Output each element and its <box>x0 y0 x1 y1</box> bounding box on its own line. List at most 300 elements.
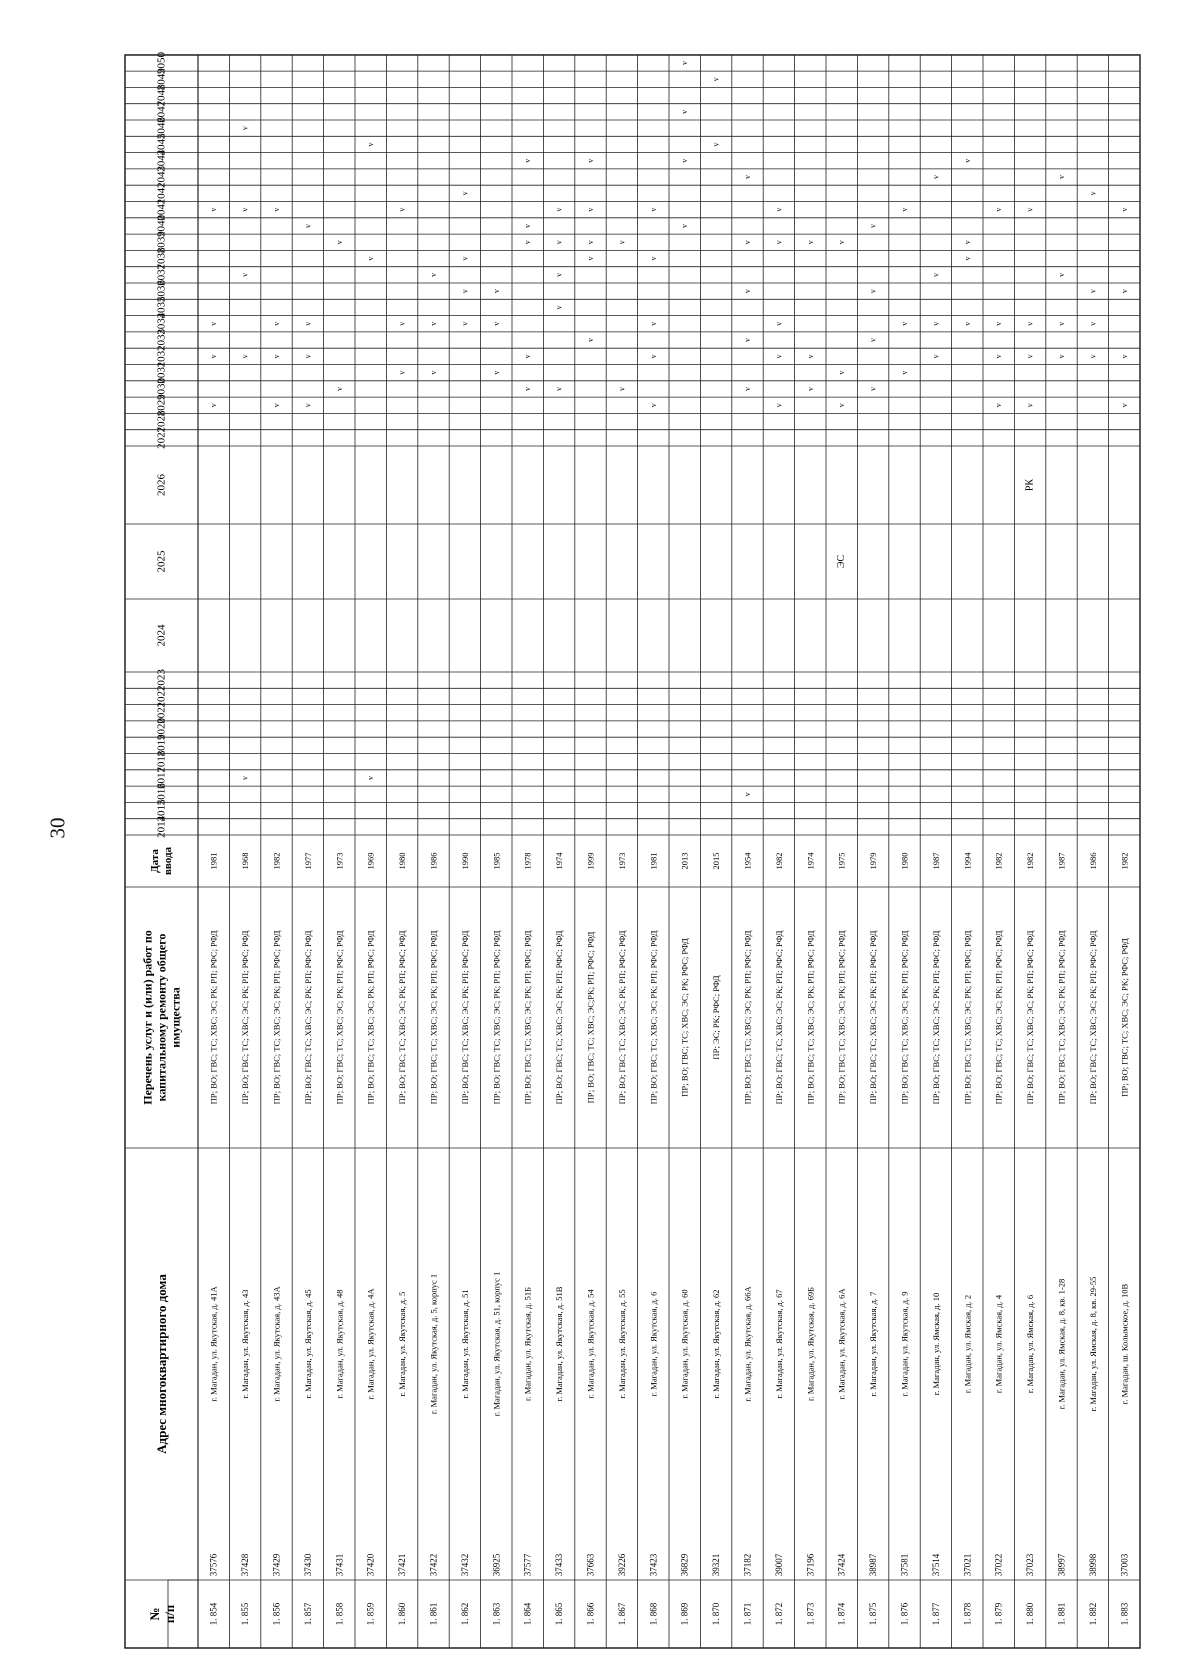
header-year-2031: 2031 <box>155 361 168 384</box>
cell-mark-2045: v <box>366 142 376 147</box>
cell-mark-2044: v <box>586 158 595 163</box>
row-id: 37182 <box>742 1553 753 1577</box>
row-address: г. Магадан, ул. Якутская, д. 7 <box>868 1291 879 1397</box>
row-id: 36925 <box>491 1553 502 1577</box>
row-date: 1982 <box>1119 852 1130 870</box>
row-services: ПР; ВО; ГВС; ТС; ХВС; ЭС; РК; РП; РФС; РФД <box>271 930 282 1105</box>
row-address: г. Магадан, ул. Ямская, д. 10 <box>930 1292 941 1396</box>
row-id: 37433 <box>554 1553 565 1577</box>
cell-mark-2050: v <box>680 60 690 65</box>
cell-mark-2032: v <box>774 354 784 359</box>
header-year-2019: 2019 <box>155 734 168 757</box>
row-date: 1981 <box>648 852 659 870</box>
row-address: г. Магадан, ул. Ямская, д. 6 <box>1025 1294 1036 1394</box>
cell-mark-2037: v <box>1057 272 1066 277</box>
cell-mark-2038: v <box>366 256 376 261</box>
cell-mark-2034: v <box>429 321 438 326</box>
row-num: 1. 857 <box>302 1602 313 1626</box>
header-year-2043: 2043 <box>155 166 168 189</box>
row-id: 37424 <box>836 1553 847 1577</box>
cell-mark-2043: v <box>743 175 752 180</box>
row-address: г. Магадан, ул. Якутская, д. 43А <box>271 1286 282 1402</box>
row-date: 1987 <box>930 852 941 870</box>
row-num: 1. 860 <box>397 1602 408 1626</box>
row-address: г. Магадан, ул. Ямская, д. 2 <box>962 1294 973 1394</box>
header-year-2049: 2049 <box>155 68 168 91</box>
header-year-2028: 2028 <box>155 410 168 433</box>
header-year-2047: 2047 <box>155 100 168 123</box>
row-num: 1. 862 <box>459 1602 470 1626</box>
header-year-2041: 2041 <box>155 198 168 221</box>
cell-mark-2039: v <box>774 240 784 245</box>
row-id: 37422 <box>428 1553 439 1577</box>
cell-mark-2034: v <box>460 321 470 326</box>
row-num: 1. 861 <box>428 1602 439 1626</box>
row-num: 1. 869 <box>679 1602 690 1626</box>
cell-mark-2017: v <box>240 775 250 780</box>
cell-mark-2041: v <box>994 207 1004 212</box>
cell-mark-2029: v <box>1025 403 1035 408</box>
row-services: ПР; ВО; ГВС; ТС; ХВС; ЭС; РК; РП; РФС; РФД <box>1025 930 1036 1105</box>
cell-mark-2030: v <box>554 386 564 391</box>
cell-mark-2032: v <box>209 354 219 359</box>
row-date: 1978 <box>522 852 533 870</box>
cell-mark-2032: v <box>931 354 941 359</box>
header-year-2017: 2017 <box>155 766 168 789</box>
cell-mark-2033: v <box>586 338 595 343</box>
row-num: 1. 871 <box>742 1602 753 1626</box>
row-date: 1994 <box>962 852 973 870</box>
cell-mark-2036: v <box>868 289 878 294</box>
row-services: ПР; ВО; ГВС; ТС; ХВС; ЭС; РК; РП; РФС; РФД <box>836 930 847 1105</box>
cell-mark-2030: v <box>805 386 815 391</box>
cell-mark-2034: v <box>1025 321 1035 326</box>
header-year-2040: 2040 <box>155 214 168 237</box>
row-services: ПР; ВО; ГВС; ТС; ХВС; ЭС; РК; РП; РФС; РФД <box>428 930 439 1105</box>
row-services: ПР; ВО; ГВС; ТС; ХВС; ЭС; РК; РП; РФС; РФД <box>334 930 345 1105</box>
cell-mark-2029: v <box>648 403 658 408</box>
row-services: ПР; ВО; ГВС; ТС; ХВС; ЭС; РК; РП; РФС; РФД <box>805 930 816 1105</box>
header-services: Перечень услуг и (или) работ покапитальному ремонту общегоимущества <box>140 930 183 1105</box>
cell-mark-2034: v <box>1088 321 1098 326</box>
cell-mark-2034: v <box>648 321 658 326</box>
cell-mark-2030: v <box>868 386 878 391</box>
row-id: 37576 <box>208 1553 219 1577</box>
row-services: ПР; ВО; ГВС; ТС; ХВС; ЭС; РК; РП; РФС; РФД <box>365 930 376 1105</box>
cell-mark-2039: v <box>334 240 344 245</box>
row-address: г. Магадан, ул. Якутская, д. 55 <box>616 1289 627 1399</box>
row-num: 1. 859 <box>365 1602 376 1626</box>
row-date: 1968 <box>240 852 251 870</box>
header-year-2037: 2037 <box>155 263 168 286</box>
row-services: ПР; ВО; ГВС; ТС; ХВС; ЭС; РК; РП; РФС; РФД <box>397 930 408 1105</box>
row-num: 1. 872 <box>773 1602 784 1626</box>
cell-mark-2036: v <box>460 289 470 294</box>
row-id: 37514 <box>930 1553 941 1577</box>
header-year-2046: 2046 <box>155 117 168 140</box>
cell-mark-2044: v <box>962 158 972 163</box>
row-id: 39007 <box>773 1553 784 1577</box>
header-year-2022: 2022 <box>155 685 168 708</box>
cell-mark-2037: v <box>240 272 250 277</box>
cell-mark-2041: v <box>1119 207 1129 212</box>
row-date: 1999 <box>585 852 596 870</box>
header-address: Адрес многоквартирного дома <box>154 1274 169 1454</box>
cell-mark-2045: v <box>711 142 721 147</box>
row-num: 1. 877 <box>930 1602 941 1626</box>
cell-mark-2040: v <box>303 223 313 228</box>
cell-mark-2043: v <box>1057 175 1066 180</box>
cell-mark-2029: v <box>774 403 784 408</box>
cell-mark-2035: v <box>554 305 564 310</box>
row-services: ПР; ВО; ГВС; ТС; ХВС; ЭС; РК; РП; РФС; РФД <box>208 930 219 1105</box>
row-num: 1. 863 <box>491 1602 502 1626</box>
header-year-2050: 2050 <box>155 51 168 74</box>
header-year-2048: 2048 <box>155 84 168 107</box>
cell-mark-2034: v <box>900 321 909 326</box>
row-date: 1980 <box>397 852 408 870</box>
cell-mark-2032: v <box>1025 354 1035 359</box>
row-date: 1982 <box>993 852 1004 870</box>
row-date: 1975 <box>836 852 847 870</box>
cell-mark-2032: v <box>1088 354 1098 359</box>
row-num: 1. 879 <box>993 1602 1004 1626</box>
row-address: г. Магадан, ул. Якутская, д. 6 <box>648 1291 659 1397</box>
cell-mark-2039: v <box>743 240 752 245</box>
row-id: 37421 <box>397 1553 408 1577</box>
cell-mark-2038: v <box>648 256 658 261</box>
cell-mark-2043: v <box>931 175 941 180</box>
header-year-2030: 2030 <box>155 377 168 400</box>
row-address: г. Магадан, ул. Якутская, д. 51В <box>554 1286 565 1402</box>
cell-mark-2034: v <box>491 321 501 326</box>
row-id: 38997 <box>1056 1553 1067 1577</box>
cell-mark-2042: v <box>1088 191 1098 196</box>
row-date: 1990 <box>459 852 470 870</box>
row-address: г. Магадан, ул. Якутская, д. 54 <box>585 1289 596 1399</box>
row-services: ПР; ЭС; РК; РФС; РФД <box>711 975 722 1060</box>
cell-mark-2041: v <box>774 207 784 212</box>
cell-mark-2041: v <box>397 207 407 212</box>
row-id: 37429 <box>271 1553 282 1577</box>
row-services: ПР; ВО; ГВС; ТС; ХВС; ЭС; РК; РП; РФС; РФД <box>1056 930 1067 1105</box>
row-address: г. Магадан, ул. Якутская, д. 41А <box>208 1286 219 1402</box>
row-address: г. Магадан, ул. Якутская, д. 45 <box>302 1289 313 1399</box>
row-date: 2015 <box>711 852 722 870</box>
row-id: 37023 <box>1025 1553 1036 1577</box>
row-date: 1987 <box>1056 852 1067 870</box>
row-services: ПР; ВО; ГВС; ТС; ХВС; ЭС; РК; РП; РФС; РФД <box>240 930 251 1105</box>
row-id: 37577 <box>522 1553 533 1577</box>
cell-mark-2029: v <box>303 403 313 408</box>
row-id: 38998 <box>1087 1553 1098 1577</box>
row-services: ПР; ВО; ГВС; ТС; ХВС; ЭС; РК; РП; РФС; РФД <box>993 930 1004 1105</box>
cell-mark-2041: v <box>272 207 281 212</box>
row-services: ПР; ВО; ГВС; ТС; ХВС; ЭС; РК; РП; РФС; РФД <box>648 930 659 1105</box>
cell-mark-2030: v <box>617 386 627 391</box>
row-id: 37431 <box>334 1553 345 1577</box>
cell-mark-2031: v <box>397 370 407 375</box>
row-date: 1973 <box>616 852 627 870</box>
cell-mark-2029: v <box>209 403 219 408</box>
cell-mark-2036: v <box>743 289 752 294</box>
row-num: 1. 882 <box>1087 1602 1098 1626</box>
cell-mark-2033: v <box>743 338 752 343</box>
cell-mark-2039: v <box>586 240 595 245</box>
row-address: г. Магадан, ул. Якутская, д. 48 <box>334 1289 345 1399</box>
cell-mark-2038: v <box>962 256 972 261</box>
row-id: 37420 <box>365 1553 376 1577</box>
row-id: 37021 <box>962 1553 973 1577</box>
row-id: 38987 <box>868 1553 879 1577</box>
row-id: 37196 <box>805 1553 816 1577</box>
row-date: 1974 <box>805 852 816 870</box>
row-services: ПР; ВО; ГВС; ТС; ХВС; ЭС; РК; РП; РФС; РФД <box>868 930 879 1105</box>
row-address: г. Магадан, ш. Колымское, д. 10В <box>1119 1283 1130 1405</box>
row-address: г. Магадан, ул. Якутская, д. 60 <box>679 1289 690 1399</box>
row-num: 1. 854 <box>208 1602 219 1626</box>
row-address: г. Магадан, ул. Якутская, д. 6А <box>836 1288 847 1400</box>
cell-mark-2049: v <box>711 77 721 82</box>
header-year-2036: 2036 <box>155 280 168 303</box>
row-id: 36829 <box>679 1553 690 1577</box>
cell-mark-2041: v <box>554 207 564 212</box>
row-date: 1973 <box>334 852 345 870</box>
cell-mark-2032: v <box>303 354 313 359</box>
cell-mark-2034: v <box>994 321 1004 326</box>
row-num: 1. 878 <box>962 1602 973 1626</box>
row-services: ПР; ВО; ГВС; ТС; ХВС; ЭС; РК; РП; РФС; РФД <box>1087 930 1098 1105</box>
row-date: 2013 <box>679 852 690 870</box>
cell-mark-2032: v <box>240 354 250 359</box>
row-date: 1977 <box>302 852 313 870</box>
header-year-2024: 2024 <box>155 624 168 647</box>
cell-mark-2030: v <box>523 386 533 391</box>
row-num: 1. 876 <box>899 1602 910 1626</box>
cell-mark-2039: v <box>554 240 564 245</box>
cell-mark-2032: v <box>523 354 533 359</box>
row-id: 37663 <box>585 1553 596 1577</box>
cell-mark-2039: v <box>962 240 972 245</box>
row-num: 1. 866 <box>585 1602 596 1626</box>
header-year-2045: 2045 <box>155 133 168 156</box>
cell-mark-2029: v <box>1119 403 1129 408</box>
row-id: 37428 <box>240 1553 251 1577</box>
row-date: 1982 <box>271 852 282 870</box>
row-services: ПР; ВО; ГВС; ТС; ХВС; ЭС; РК; РП; РФС; РФД <box>962 930 973 1105</box>
cell-mark-2039: v <box>837 240 847 245</box>
cell-mark-2029: v <box>994 403 1004 408</box>
row-address: г. Магадан, ул. Якутская, д. 51, корпус 1 <box>491 1271 502 1417</box>
row-id: 37432 <box>459 1553 470 1577</box>
row-address: г. Магадан, ул. Якутская, д. 9 <box>899 1291 910 1397</box>
row-num: 1. 865 <box>554 1602 565 1626</box>
row-services: ПР; ВО; ГВС; ТС; ХВС; ЭС; РК; РП; РФС; РФД <box>302 930 313 1105</box>
row-date: 1981 <box>208 852 219 870</box>
header-year-2015: 2015 <box>155 799 168 822</box>
cell-mark-2017: v <box>366 775 376 780</box>
row-date: 1980 <box>899 852 910 870</box>
header-year-2014: 2014 <box>155 815 168 838</box>
cell-mark-2032: v <box>272 354 281 359</box>
cell-mark-2034: v <box>931 321 941 326</box>
cell-mark-2030: v <box>334 386 344 391</box>
row-num: 1. 864 <box>522 1602 533 1626</box>
cell-mark-2037: v <box>554 272 564 277</box>
cell-mark-2041: v <box>1025 207 1035 212</box>
header-year-2021: 2021 <box>155 701 168 724</box>
header-year-2018: 2018 <box>155 750 168 773</box>
row-date: 1986 <box>428 852 439 870</box>
header-year-2042: 2042 <box>155 182 168 205</box>
row-services: ПР; ВО; ГВС; ТС; ХВС; ЭС; РК; РП; РФС; РФД <box>554 930 565 1105</box>
cell-mark-2034: v <box>272 321 281 326</box>
cell-mark-2032: v <box>805 354 815 359</box>
cell-mark-2042: v <box>460 191 470 196</box>
cell-mark-2034: v <box>397 321 407 326</box>
row-num: 1. 875 <box>868 1602 879 1626</box>
row-num: 1. 880 <box>1025 1602 1036 1626</box>
row-num: 1. 868 <box>648 1602 659 1626</box>
row-address: г. Магадан, ул. Якутская, д. 62 <box>711 1289 722 1399</box>
header-year-2016: 2016 <box>155 783 168 806</box>
row-id: 37003 <box>1119 1553 1130 1577</box>
header-year-2026: 2026 <box>155 474 168 496</box>
cell-mark-2026: РК <box>1024 478 1036 492</box>
cell-mark-2039: v <box>523 240 533 245</box>
cell-mark-2038: v <box>586 256 595 261</box>
row-services: ПР; ВО; ГВС; ТС; ХВС; ЭС; РК; РП; РФС; РФД <box>742 930 753 1105</box>
row-id: 37430 <box>302 1553 313 1577</box>
cell-mark-2036: v <box>1119 289 1129 294</box>
cell-mark-2036: v <box>491 289 501 294</box>
cell-mark-2036: v <box>1088 289 1098 294</box>
row-num: 1. 883 <box>1119 1602 1130 1626</box>
cell-mark-2044: v <box>523 158 533 163</box>
cell-mark-2034: v <box>774 321 784 326</box>
cell-mark-2039: v <box>805 240 815 245</box>
header-year-2035: 2035 <box>155 296 168 319</box>
row-services: ПР; ВО; ГВС; ТС; ХВС; ЭС; РК; РП; РФС; РФД <box>616 930 627 1105</box>
row-num: 1. 873 <box>805 1602 816 1626</box>
cell-mark-2025: ЭС <box>836 554 848 569</box>
cell-mark-2041: v <box>240 207 250 212</box>
row-date: 1974 <box>554 852 565 870</box>
row-services: ПР; ВО; ГВС; ТС; ХВС; ЭС; РК; РП; РФС; РФД <box>930 930 941 1105</box>
cell-mark-2041: v <box>900 207 909 212</box>
cell-mark-2031: v <box>491 370 501 375</box>
cell-mark-2038: v <box>460 256 470 261</box>
header-year-2032: 2032 <box>155 345 168 368</box>
cell-mark-2046: v <box>240 126 250 131</box>
cell-mark-2034: v <box>303 321 313 326</box>
row-num: 1. 881 <box>1056 1602 1067 1626</box>
cell-mark-2029: v <box>837 403 847 408</box>
row-id: 39226 <box>616 1553 627 1577</box>
row-date: 1982 <box>773 852 784 870</box>
header-year-2038: 2038 <box>155 247 168 270</box>
cell-mark-2032: v <box>648 354 658 359</box>
cell-mark-2047: v <box>680 109 690 114</box>
table-frame <box>125 55 1140 1648</box>
row-date: 1985 <box>491 852 502 870</box>
row-id: 39321 <box>711 1553 722 1577</box>
row-num: 1. 870 <box>711 1602 722 1626</box>
row-date: 1954 <box>742 852 753 870</box>
row-address: г. Магадан, ул. Якутская, д. 51Б <box>522 1286 533 1402</box>
cell-mark-2031: v <box>429 370 438 375</box>
row-address: г. Магадан, ул. Якутская, д. 51 <box>459 1289 470 1399</box>
cell-mark-2040: v <box>868 223 878 228</box>
row-services: ПР; ВО; ГВС; ТС; ХВС; ЭС; РК; РП; РФС; РФД <box>773 930 784 1105</box>
row-address: г. Магадан, ул. Якутская, д. 66А <box>742 1286 753 1402</box>
row-num: 1. 867 <box>616 1602 627 1626</box>
cell-mark-2031: v <box>837 370 847 375</box>
cell-mark-2044: v <box>680 158 690 163</box>
header-year-2020: 2020 <box>155 718 168 741</box>
row-date: 1982 <box>1025 852 1036 870</box>
row-address: г. Магадан, ул. Ямская, д. 8, кв. 29-55 <box>1087 1276 1098 1412</box>
row-address: г. Магадан, ул. Якутская, д. 43 <box>240 1289 251 1399</box>
cell-mark-2040: v <box>523 223 533 228</box>
cell-mark-2029: v <box>272 403 281 408</box>
row-address: г. Магадан, ул. Якутская, д. 5, корпус 1 <box>428 1273 439 1415</box>
row-id: 37022 <box>993 1553 1004 1577</box>
row-services: ПР; ВО; ГВС; ТС; ХВС; ЭС; РК; РП; РФС; РФД <box>522 930 533 1105</box>
cell-mark-2033: v <box>868 338 878 343</box>
cell-mark-2034: v <box>209 321 219 326</box>
row-address: г. Магадан, ул. Якутская, д. 5 <box>397 1291 408 1397</box>
cell-mark-2037: v <box>429 272 438 277</box>
row-date: 1969 <box>365 852 376 870</box>
row-address: г. Магадан, ул. Якутская, д. 67 <box>773 1289 784 1399</box>
row-services: ПР; ВО; ГВС; ТС; ХВС; ЭС; РК; РФС; РФД <box>1119 938 1130 1097</box>
cell-mark-2034: v <box>962 321 972 326</box>
header-year-2033: 2033 <box>155 329 168 352</box>
row-address: г. Магадан, ул. Якутская, д. 4А <box>365 1288 376 1400</box>
header-date: Датаввода <box>149 846 174 876</box>
row-services: ПР; ВО; ГВС; ТС; ХВС; ЭС; РК; РФС; РФД <box>679 938 690 1097</box>
row-date: 1986 <box>1087 852 1098 870</box>
cell-mark-2031: v <box>900 370 909 375</box>
cell-mark-2041: v <box>209 207 219 212</box>
cell-mark-2032: v <box>1119 354 1129 359</box>
header-year-2034: 2034 <box>155 312 168 335</box>
header-year-2023: 2023 <box>155 669 168 692</box>
cell-mark-2040: v <box>680 223 690 228</box>
cell-mark-2032: v <box>994 354 1004 359</box>
cell-mark-2037: v <box>931 272 941 277</box>
row-id: 37581 <box>899 1553 910 1577</box>
row-address: г. Магадан, ул. Якутская, д. 69Б <box>805 1286 816 1402</box>
cell-mark-2034: v <box>1057 321 1066 326</box>
cell-mark-2041: v <box>586 207 595 212</box>
cell-mark-2041: v <box>648 207 658 212</box>
row-services: ПР; ВО; ГВС; ТС; ХВС; ЭС; РК; РП; РФС; РФД <box>491 930 502 1105</box>
row-services: ПР; ВО; ГВС; ТС; ХВС; ЭС; РК; РП; РФС; РФД <box>459 930 470 1105</box>
row-address: г. Магадан, ул. Ямская, д. 8, кв. 1-28 <box>1056 1278 1067 1410</box>
header-year-2027: 2027 <box>155 426 168 449</box>
row-services: ПР; ВО; ГВС; ТС; ХВС; ЭС;РК; РП; РФС; РФД <box>585 931 596 1104</box>
cell-mark-2030: v <box>743 386 752 391</box>
header-year-2039: 2039 <box>155 231 168 254</box>
row-num: 1. 855 <box>240 1602 251 1626</box>
row-num: 1. 856 <box>271 1602 282 1626</box>
cell-mark-2032: v <box>1057 354 1066 359</box>
page-number: 30 <box>45 817 70 839</box>
row-id: 37423 <box>648 1553 659 1577</box>
row-address: г. Магадан, ул. Ямская, д. 4 <box>993 1294 1004 1394</box>
